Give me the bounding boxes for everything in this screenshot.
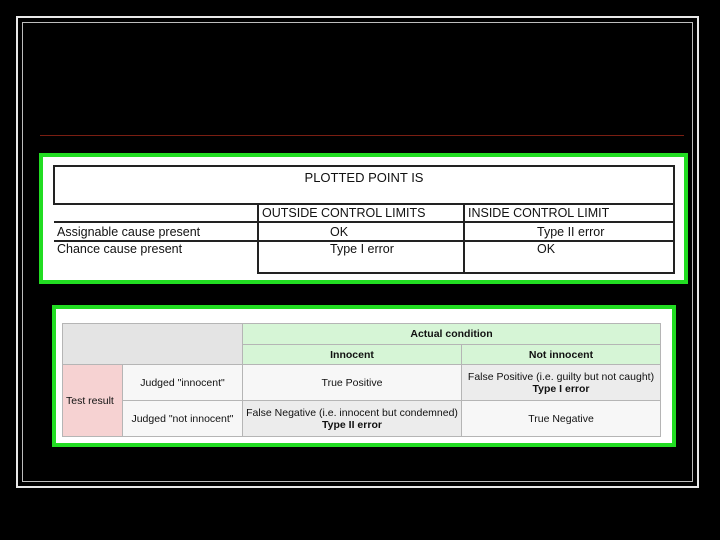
col-inside-header: INSIDE CONTROL LIMIT (464, 204, 674, 222)
control-limits-table-panel (39, 153, 688, 284)
table-row (54, 222, 674, 241)
type-ii-error-text: Type II error (322, 418, 382, 431)
table-row (54, 241, 674, 273)
error-types-table (62, 323, 661, 437)
actual-condition-header: Actual condition (243, 324, 661, 345)
col-outside-header: OUTSIDE CONTROL LIMITS (258, 204, 464, 222)
error-types-table-panel (52, 305, 676, 447)
cell-outside: OK (258, 222, 464, 241)
corner-cell (54, 204, 258, 222)
table-row (63, 365, 661, 401)
type-i-error-text: Type I error (532, 382, 590, 395)
col-not-innocent-header: Not innocent (462, 345, 661, 365)
false-negative-text: False Negative (i.e. innocent but condemned) (246, 406, 458, 419)
cell-outside: Type I error (258, 241, 464, 273)
plotted-point-header: PLOTTED POINT IS (54, 166, 674, 204)
col-innocent-header: Innocent (243, 345, 462, 365)
cell-inside: Type II error (464, 222, 674, 241)
false-positive-cell (462, 365, 661, 401)
corner-cell (63, 324, 243, 365)
title-divider (40, 135, 684, 136)
row-label: Assignable cause present (54, 222, 258, 241)
row-label: Judged "innocent" (123, 365, 243, 401)
table-row (63, 401, 661, 437)
cell-inside: OK (464, 241, 674, 273)
test-result-label: Test result (63, 365, 123, 437)
row-label: Judged "not innocent" (123, 401, 243, 437)
control-limits-table (53, 165, 675, 274)
row-label: Chance cause present (57, 242, 183, 256)
true-negative-cell: True Negative (462, 401, 661, 437)
false-positive-text: False Positive (i.e. guilty but not caught) (467, 370, 655, 383)
false-negative-cell (243, 401, 462, 437)
true-positive-cell: True Positive (243, 365, 462, 401)
